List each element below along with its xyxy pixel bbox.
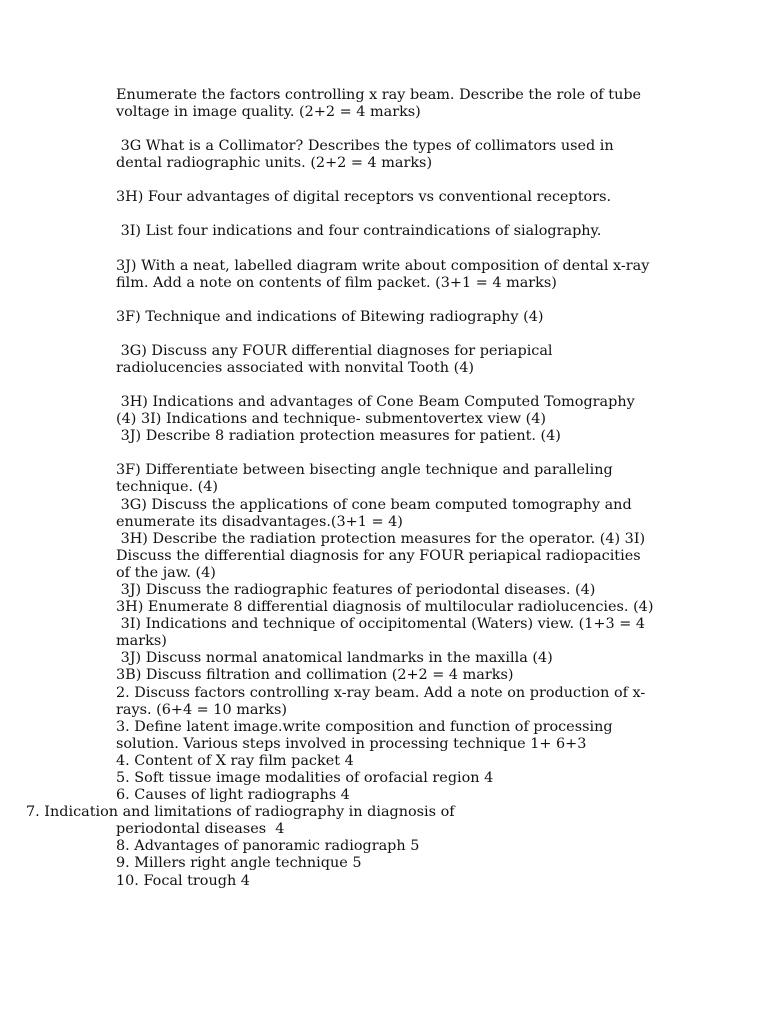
- list-item: 9. Millers right angle technique 5: [116, 855, 362, 872]
- question-paragraph: 3G What is a Collimator? Describes the types of collimators used in dental radiographic units. (2+2 = 4 marks): [116, 138, 619, 172]
- list-item: 7. Indication and limitations of radiography in diagnosis of: [26, 804, 455, 821]
- question-paragraph: 3B) Discuss filtration and collimation (2+2 = 4 marks): [116, 667, 514, 684]
- document-body: [26, 87, 656, 890]
- list-item: 10. Focal trough 4: [116, 872, 250, 889]
- question-paragraph: 3F) Differentiate between bisecting angle technique and paralleling technique. (4): [116, 462, 618, 496]
- question-paragraph: 3I) List four indications and four contraindications of sialography.: [116, 223, 602, 240]
- list-item: 8. Advantages of panoramic radiograph 5: [116, 838, 420, 855]
- question-paragraph: 3F) Technique and indications of Bitewing radiography (4): [116, 308, 544, 325]
- list-item: 6. Causes of light radiographs 4: [116, 787, 350, 804]
- question-paragraph: 3G) Discuss any FOUR differential diagnoses for periapical radiolucencies associated with nonvital Tooth (4): [116, 342, 558, 376]
- question-paragraph: 3J) Discuss normal anatomical landmarks in the maxilla (4): [116, 650, 553, 667]
- question-paragraph: 3H) Describe the radiation protection measures for the operator. (4) 3I) Discuss the differential diagnosis for any FOUR periapical radiopacities of the jaw. (4): [116, 530, 650, 581]
- list-item: periodontal diseases 4: [116, 821, 285, 838]
- question-paragraph: 3J) Discuss the radiographic features of periodontal diseases. (4): [116, 581, 596, 598]
- question-paragraph: 3H) Enumerate 8 differential diagnosis of multilocular radiolucencies. (4): [116, 599, 654, 616]
- question-paragraph: 3H) Indications and advantages of Cone Beam Computed Tomography (4) 3I) Indications and technique- submentovertex view (4): [116, 394, 640, 428]
- question-paragraph: 3I) Indications and technique of occipitomental (Waters) view. (1+3 = 4 marks): [116, 616, 650, 650]
- question-paragraph: Enumerate the factors controlling x ray beam. Describe the role of tube voltage in image quality. (2+2 = 4 marks): [116, 87, 646, 121]
- question-paragraph: 3G) Discuss the applications of cone beam computed tomography and enumerate its disadvantages.(3+1 = 4): [116, 496, 637, 530]
- question-paragraph: 3J) With a neat, labelled diagram write about composition of dental x-ray film. Add a note on contents of film packet. (3+1 = 4 marks): [116, 257, 654, 291]
- list-item: 5. Soft tissue image modalities of orofacial region 4: [116, 770, 494, 786]
- question-paragraph: 3. Define latent image.write composition and function of processing solution. Various steps involved in processing technique 1+ 6+3: [116, 718, 618, 752]
- question-paragraph: 3H) Four advantages of digital receptors vs conventional receptors.: [116, 189, 612, 206]
- question-paragraph: 3J) Describe 8 radiation protection measures for patient. (4): [116, 428, 561, 445]
- question-paragraph: 2. Discuss factors controlling x-ray beam. Add a note on production of x-rays. (6+4 = 10 marks): [116, 684, 646, 718]
- list-item: 4. Content of X ray film packet 4: [116, 752, 354, 769]
